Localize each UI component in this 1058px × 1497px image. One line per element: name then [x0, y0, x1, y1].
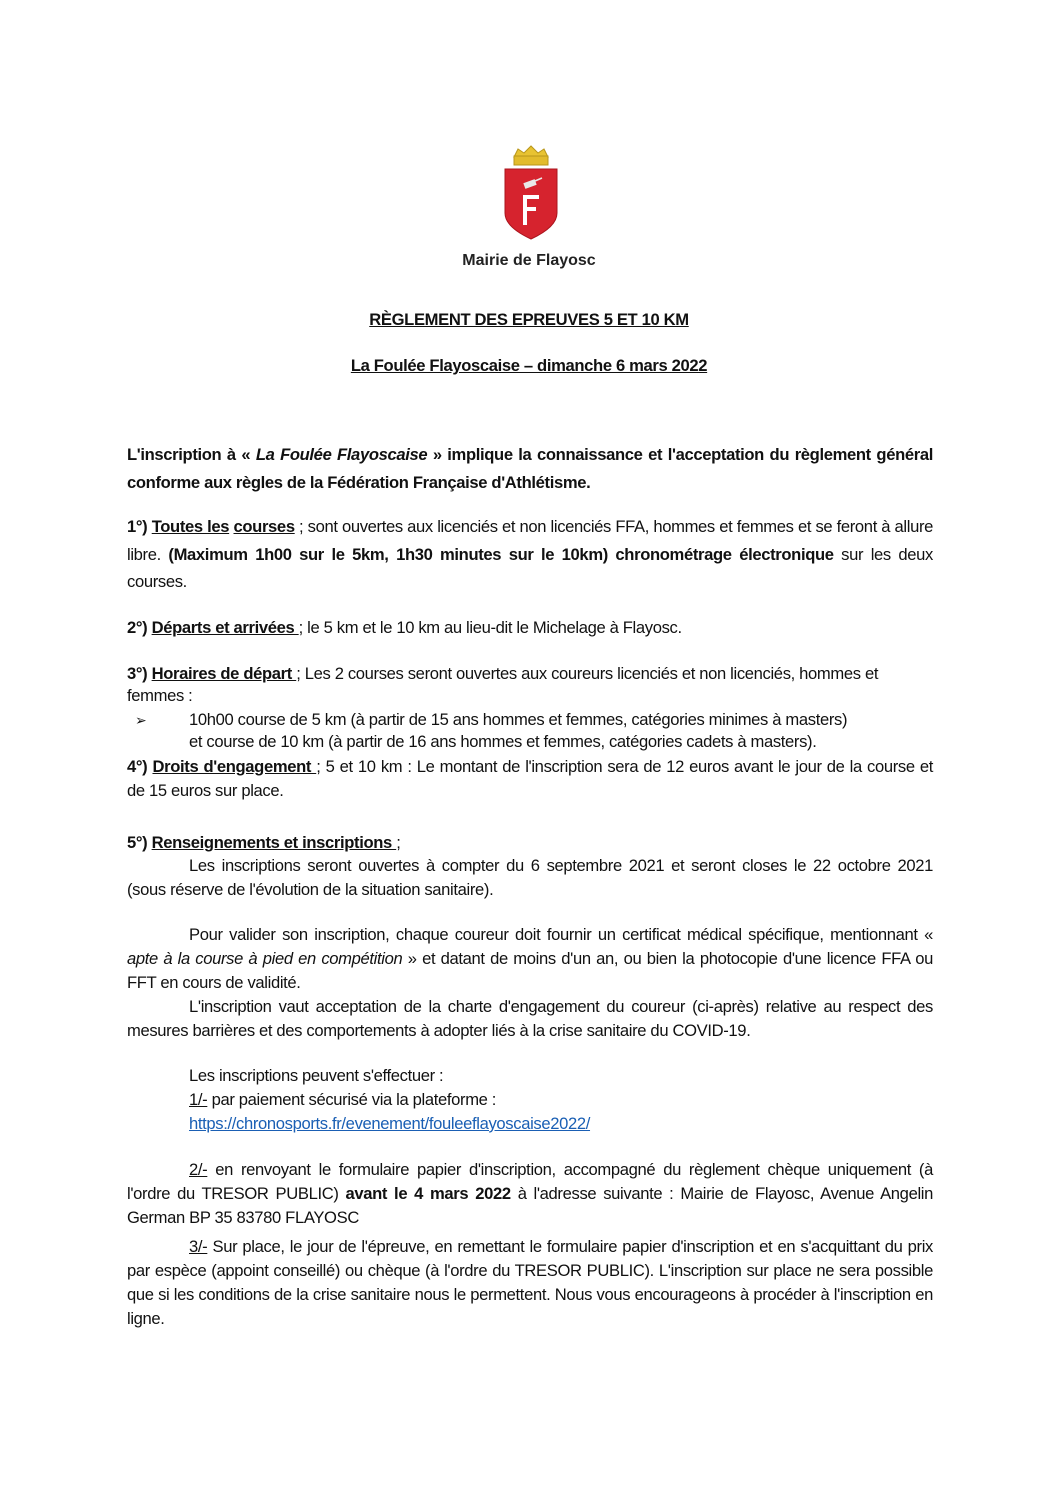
section-heading: Horaires de départ — [151, 664, 297, 683]
method-3 — [127, 1235, 933, 1331]
section-heading: courses — [233, 517, 295, 536]
method-1 — [189, 1088, 933, 1112]
section-5-heading — [127, 829, 933, 857]
section-5-paragraph-3: L'inscription vaut acceptation de la charte d'engagement du coureur (ci-après) relative au respect des mesures barrières et des comportements à adopter liés à la crise sanitaire du COVID-19. — [127, 997, 933, 1040]
section-text: sur les deux courses. — [127, 544, 933, 591]
method-label: 1/- — [189, 1090, 208, 1109]
bullet-text: et course de 10 km (à partir de 16 ans hommes et femmes, catégories cadets à masters). — [189, 732, 817, 751]
method-label: 2/- — [189, 1160, 208, 1179]
section-number: 5°) — [127, 833, 152, 852]
section-text: Pour valider son inscription, chaque coureur doit fournir un certificat médical spécifique, mentionnant « — [189, 925, 933, 944]
registration-link[interactable]: https://chronosports.fr/evenement/fouleeflayoscaise2022/ — [189, 1114, 591, 1133]
section-text: ; 5 et 10 km : Le montant de l'inscription sera de 12 euros avant le jour de la course et de 15 euros sur place. — [127, 757, 933, 800]
registration-methods — [189, 1064, 933, 1136]
method-text: en renvoyant le formulaire papier d'inscription, accompagné du règlement chèque uniquement (à l'ordre du TRESOR PUBLIC) — [127, 1160, 933, 1203]
method-2 — [127, 1158, 933, 1230]
bullet-item — [127, 709, 933, 753]
section-text: ; le 5 km et le 10 km au lieu-dit le Michelage à Flayosc. — [298, 618, 682, 637]
method-text: Sur place, le jour de l'épreuve, en remettant le formulaire papier d'inscription et en s'acquittant du prix par espèce (appoint conseillé) ou chèque (à l'ordre du TRESOR PUBLIC). L'inscription sur place ne sera possible que si les conditions de la crise sanitaire nous le permettent. Nous vous encourageons à procéder à l'inscription en ligne. — [127, 1237, 933, 1328]
section-text: » et datant de moins d'un an, ou bien la photocopie d'une licence FFA ou FFT en cours de validité. — [127, 949, 934, 992]
section-5-paragraph-1: Les inscriptions seront ouvertes à compter du 6 septembre 2021 et seront closes le 22 octobre 2021 (sous réserve de l'évolution de la situation sanitaire). — [127, 856, 933, 899]
document-subtitle: La Foulée Flayoscaise – dimanche 6 mars 2022 — [350, 356, 708, 375]
deadline-text: avant le 4 mars 2022 — [345, 1184, 511, 1203]
section-3 — [127, 663, 887, 707]
section-text: ; sont ouvertes aux licenciés et non licenciés FFA, hommes et femmes et se feront à allure libre. — [127, 517, 934, 564]
section-bold-text: (Maximum 1h00 sur le 5km, 1h30 minutes sur le 10km) chronométrage électronique — [168, 544, 834, 564]
section-4 — [127, 755, 933, 803]
method-text: à l'adresse suivante : Mairie de Flayosc, Avenue Angelin German BP 35 83780 FLAYOSC — [127, 1184, 933, 1227]
coat-of-arms-icon — [500, 143, 562, 243]
section-italic-text: apte à la course à pied en compétition — [127, 949, 403, 968]
section-3-bullet — [127, 709, 933, 753]
section-heading: Renseignements et inscriptions — [151, 833, 397, 852]
section-heading: Droits d'engagement — [152, 757, 317, 776]
section-number: 3°) — [127, 664, 152, 683]
section-5-paragraph-2 — [127, 923, 933, 995]
event-name: La Foulée Flayoscaise — [255, 445, 428, 464]
section-heading: Départs et arrivées — [151, 618, 299, 637]
intro-text: » implique la connaissance et l'acceptation du règlement général conforme aux règles de la Fédération Française d'Athlétisme. — [127, 445, 933, 492]
section-number: 2°) — [127, 618, 152, 637]
method-label: 3/- — [189, 1237, 208, 1256]
section-2 — [127, 614, 933, 642]
document-title: RÈGLEMENT DES EPREUVES 5 ET 10 KM — [369, 310, 689, 329]
methods-intro: Les inscriptions peuvent s'effectuer : — [189, 1066, 444, 1085]
method-text: par paiement sécurisé via la plateforme : — [207, 1090, 497, 1109]
section-1 — [127, 513, 933, 596]
section-number: 1°) — [127, 517, 152, 536]
section-text: ; — [396, 833, 401, 852]
intro-text: L'inscription à « — [127, 445, 256, 464]
intro-paragraph — [127, 441, 933, 496]
section-text: ; Les 2 courses seront ouvertes aux coureurs licenciés et non licenciés, hommes et femmes : — [127, 664, 879, 705]
bullet-text: 10h00 course de 5 km (à partir de 15 ans hommes et femmes, catégories minimes à masters) — [189, 710, 848, 729]
logo-caption: Mairie de Flayosc — [462, 252, 596, 269]
section-heading: Toutes les — [151, 517, 230, 536]
section-number: 4°) — [127, 757, 153, 776]
arrow-bullet-icon: ➢ — [135, 712, 147, 728]
